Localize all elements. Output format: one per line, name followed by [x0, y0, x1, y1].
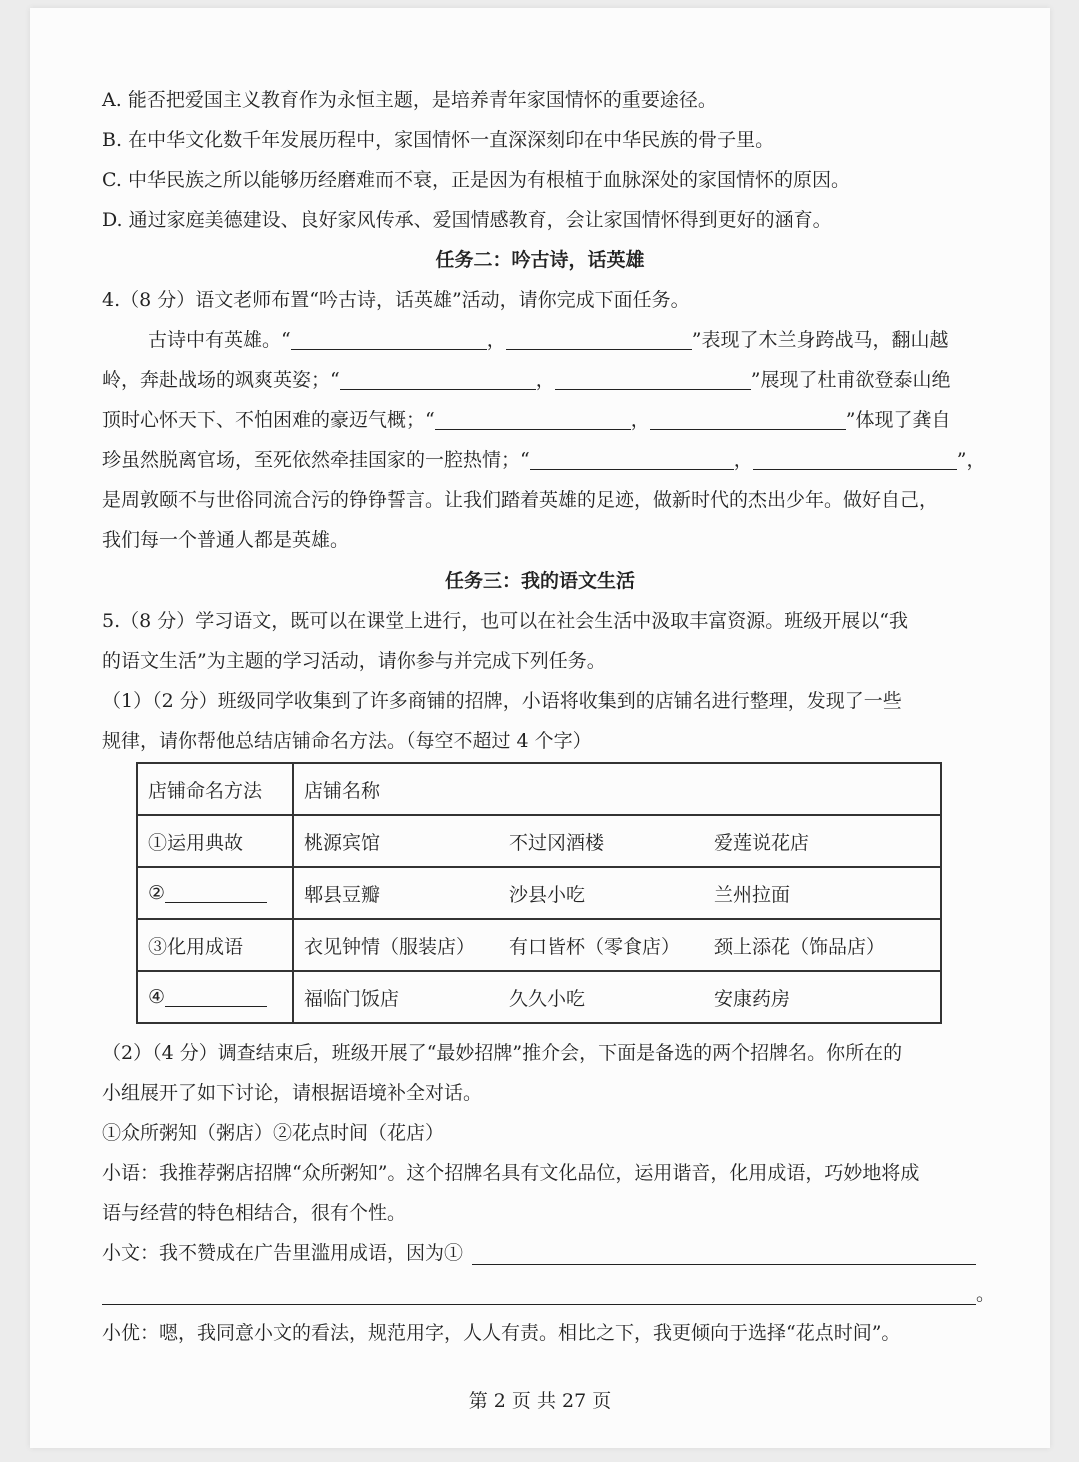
answer-blank[interactable]: [650, 411, 846, 430]
shop-name: 沙县小吃: [509, 883, 586, 906]
answer-blank[interactable]: [291, 331, 487, 350]
answer-blank[interactable]: [753, 451, 957, 470]
shop-name: 兰州拉面: [714, 883, 791, 906]
sub-question-1-line-1: （1）（2 分）班级同学收集到了许多商铺的招牌，小语将收集到的店铺名进行整理，发现了一些: [102, 690, 902, 712]
exam-page: [30, 8, 1050, 1448]
poem-line-5: 是周敦颐不与世俗同流合污的铮铮誓言。让我们踏着英雄的足迹，做新时代的杰出少年。做好自己，: [102, 489, 939, 511]
question-5-line-1: 5.（8 分）学习语文，既可以在课堂上进行，也可以在社会生活中汲取丰富资源。班级开展以“我: [102, 610, 908, 632]
answer-line[interactable]: [102, 1304, 976, 1305]
poem-line-2: 岭，奔赴战场的飒爽英姿；“ ， ”展现了杜甫欲登泰山绝: [102, 369, 951, 391]
answer-line[interactable]: [472, 1264, 976, 1265]
poem-line-6: 我们每一个普通人都是英雄。: [102, 529, 350, 551]
dialogue-xiaoyu-line-2: 语与经营的特色相结合，很有个性。: [102, 1202, 407, 1224]
poem-line-3: 顶时心怀天下、不怕困难的豪迈气概；“ ， ”体现了龚自: [102, 409, 951, 431]
sub-question-2-line-2: 小组展开了如下讨论，请根据语境补全对话。: [102, 1082, 483, 1104]
option-b: B. 在中华文化数千年发展历程中，家国情怀一直深深刻印在中华民族的骨子里。: [102, 129, 775, 151]
shop-name: 安康药房: [714, 987, 791, 1010]
table-row: [137, 971, 941, 1023]
answer-blank[interactable]: [530, 451, 734, 470]
answer-line-end: 。: [976, 1283, 996, 1305]
poem-line-4: 珍虽然脱离官场，至死依然牵挂国家的一腔热情；“ ， ”，: [102, 449, 986, 471]
table-row: [137, 867, 941, 919]
shop-name: 衣见钟情（服装店）: [304, 935, 476, 958]
naming-method: ②: [148, 882, 166, 904]
option-d: D. 通过家庭美德建设、良好家风传承、爱国情感教育，会让家国情怀得到更好的涵育。: [102, 209, 832, 231]
answer-blank[interactable]: [555, 371, 751, 390]
table-row: [137, 815, 941, 867]
answer-blank[interactable]: [340, 371, 536, 390]
shop-name: 久久小吃: [509, 987, 586, 1010]
page-footer: 第 2 页 共 27 页: [468, 1390, 612, 1412]
task3-title: 任务三：我的语文生活: [444, 570, 635, 592]
table-header-row: [137, 763, 941, 815]
sign-options: ①众所粥知（粥店）②花点时间（花店）: [102, 1122, 445, 1144]
shop-name: 郫县豆瓣: [304, 883, 381, 906]
table-header: 店铺名称: [293, 763, 941, 815]
dialogue-xiaoyu-line-1: 小语：我推荐粥店招牌“众所粥知”。这个招牌名具有文化品位，运用谐音，化用成语，巧妙地将成: [102, 1162, 920, 1184]
answer-blank[interactable]: [435, 411, 631, 430]
shop-name: 桃源宾馆: [304, 831, 381, 854]
question-4-head: 4.（8 分）语文老师布置“吟古诗，话英雄”活动，请你完成下面任务。: [102, 289, 690, 311]
task2-title: 任务二：吟古诗，话英雄: [435, 249, 645, 271]
shop-name: 福临门饭店: [304, 987, 400, 1010]
poem-line-1: 古诗中有英雄。“ ， ”表现了木兰身跨战马，翻山越: [148, 329, 949, 351]
naming-method: ①运用典故: [137, 815, 293, 867]
dialogue-xiaowen: 小文：我不赞成在广告里滥用成语，因为①: [102, 1242, 464, 1264]
sub-question-1-line-2: 规律，请你帮他总结店铺命名方法。（每空不超过 4 个字）: [102, 730, 592, 752]
shop-name: 有口皆杯（零食店）: [509, 935, 681, 958]
option-c: C. 中华民族之所以能够历经磨难而不衰，正是因为有根植于血脉深处的家国情怀的原因。: [102, 169, 850, 191]
naming-method: ③化用成语: [137, 919, 293, 971]
answer-blank[interactable]: [165, 884, 267, 903]
answer-blank[interactable]: [506, 331, 692, 350]
shop-name: 颈上添花（饰品店）: [714, 935, 886, 958]
table-header: 店铺命名方法: [137, 763, 293, 815]
shop-naming-table: [136, 762, 942, 1024]
question-5-line-2: 的语文生活”为主题的学习活动，请你参与并完成下列任务。: [102, 650, 606, 672]
dialogue-xiaoyou: 小优：嗯，我同意小文的看法，规范用字，人人有责。相比之下，我更倾向于选择“花点时间”。: [102, 1322, 901, 1344]
naming-method: ④: [148, 986, 166, 1008]
shop-name: 爱莲说花店: [714, 831, 810, 854]
shop-name: 不过冈酒楼: [509, 831, 605, 854]
table-row: [137, 919, 941, 971]
answer-blank[interactable]: [165, 988, 267, 1007]
sub-question-2-line-1: （2）（4 分）调查结束后，班级开展了“最妙招牌”推介会，下面是备选的两个招牌名。你所在的: [102, 1042, 903, 1064]
option-a: A. 能否把爱国主义教育作为永恒主题，是培养青年家国情怀的重要途径。: [102, 89, 717, 111]
